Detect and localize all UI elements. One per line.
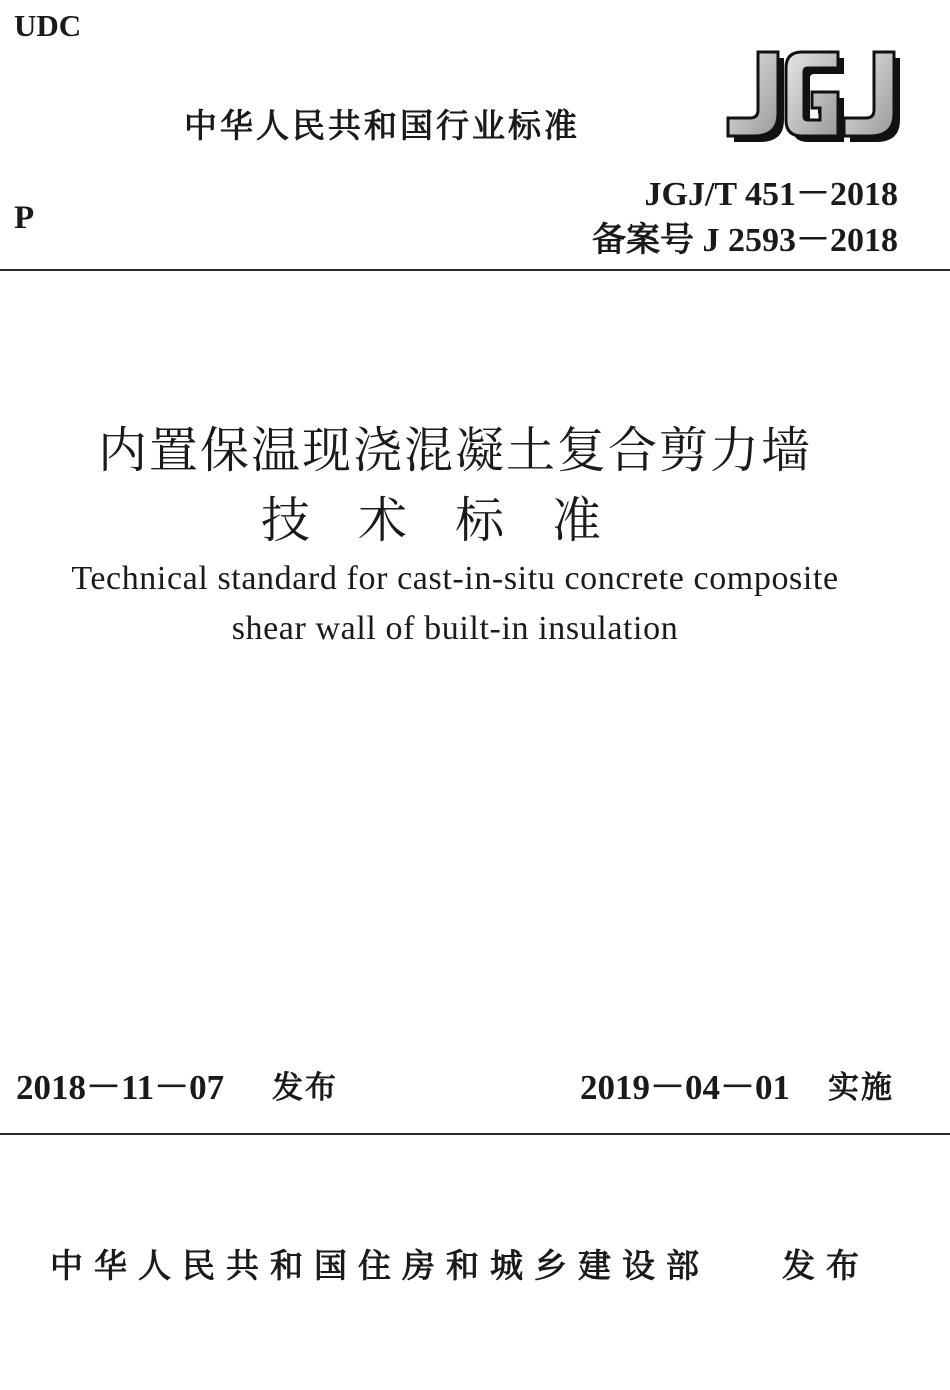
standard-number: JGJ/T 451－2018 — [644, 176, 898, 213]
issue-label: 发布 — [272, 1070, 338, 1106]
title-english-line2: shear wall of built-in insulation — [231, 610, 679, 647]
publisher-name: 中华人民共和国住房和城乡建设部 — [50, 1246, 710, 1285]
implementation-label: 实施 — [828, 1070, 894, 1106]
publisher-label: 发布 — [782, 1246, 870, 1285]
issue-date: 2018－11－07 — [16, 1068, 225, 1107]
title-chinese-line2: 技术标准 — [260, 492, 649, 549]
record-number: 备案号 J 2593－2018 — [592, 222, 898, 259]
standard-type-heading: 中华人民共和国行业标准 — [184, 106, 580, 145]
bottom-divider — [0, 1133, 950, 1135]
jgj-logo — [720, 48, 900, 146]
udc-label: UDC — [14, 8, 82, 43]
category-label: P — [14, 200, 35, 236]
implementation-date: 2019－04－01 — [580, 1068, 791, 1107]
top-divider — [0, 269, 950, 271]
title-english-line1: Technical standard for cast-in-situ concrete composite — [71, 560, 839, 597]
title-chinese-line1: 内置保温现浇混凝土复合剪力墙 — [97, 422, 812, 479]
